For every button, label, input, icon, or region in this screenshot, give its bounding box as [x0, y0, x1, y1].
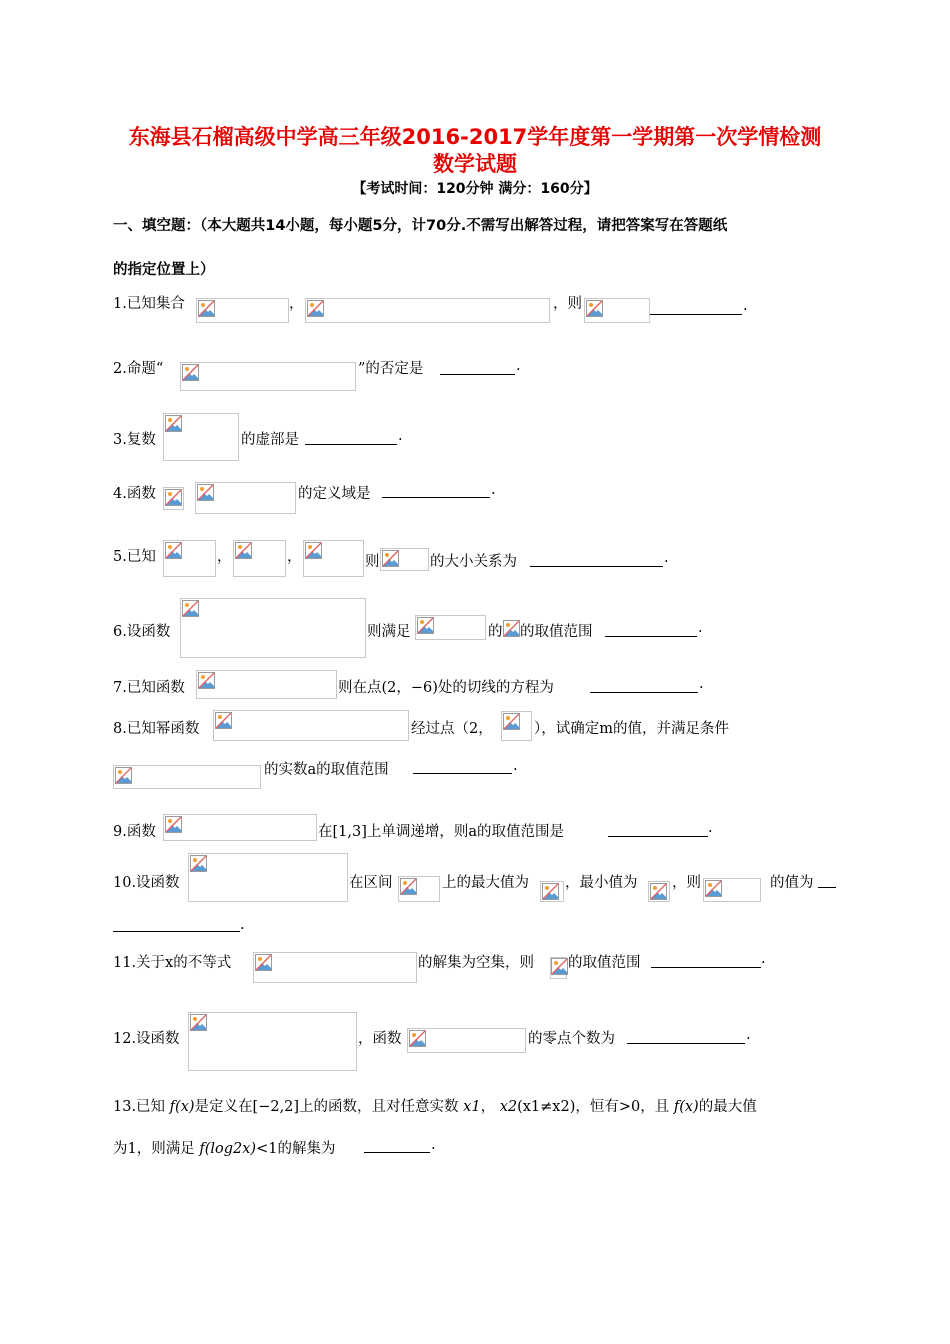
- q10-answer-blank-1[interactable]: [818, 887, 836, 888]
- broken-image-icon: [650, 883, 667, 900]
- q6-text-b: 则满足: [367, 624, 411, 640]
- q13-text-c: ，: [480, 1099, 496, 1115]
- q10-answer-blank-2[interactable]: [113, 931, 240, 932]
- broken-image-icon: [198, 300, 215, 317]
- q2-text-a: 2.命题“: [113, 361, 164, 377]
- q5-image-4: [380, 548, 429, 571]
- q8-text-a: 8.已知幂函数: [113, 721, 200, 737]
- broken-image-icon: [215, 712, 232, 729]
- q8-text-d: 的实数a的取值范围: [264, 762, 389, 778]
- q3-text-c: .: [398, 428, 403, 444]
- broken-image-icon: [182, 364, 199, 381]
- q10-image-4: [648, 881, 670, 902]
- q10-image-2: [398, 876, 440, 902]
- q13-line1: [113, 1095, 757, 1116]
- q5-text-a: 5.已知: [113, 549, 156, 565]
- q12-answer-blank[interactable]: [627, 1043, 745, 1044]
- q13-text-d: ，恒有>0，且: [575, 1099, 670, 1115]
- q11-text-b: 的解集为空集，则: [418, 955, 534, 971]
- broken-image-icon: [400, 878, 417, 895]
- q12-text-d: .: [746, 1027, 751, 1043]
- broken-image-icon: [182, 600, 199, 617]
- q3-image-1: [163, 413, 239, 461]
- q5-text-b: ，: [217, 549, 232, 565]
- broken-image-icon: [705, 880, 722, 897]
- q13-text-b: 是定义在[−2,2]上的函数，且对任意实数: [194, 1099, 459, 1115]
- broken-image-icon: [503, 620, 520, 637]
- q7-text-c: .: [699, 676, 704, 692]
- q4-image-2: [195, 482, 296, 514]
- q1-answer-blank[interactable]: [650, 314, 742, 315]
- q11-answer-blank[interactable]: [651, 967, 761, 968]
- q13-x2: x2: [499, 1099, 518, 1115]
- broken-image-icon: [307, 300, 324, 317]
- q9-answer-blank[interactable]: [608, 836, 708, 837]
- q6-answer-blank[interactable]: [605, 636, 697, 637]
- q10-text-e: ，则: [672, 875, 701, 891]
- q10-text-b: 在区间: [349, 875, 393, 891]
- q13-line2a: 为1，则满足: [113, 1141, 195, 1157]
- q1-text-a: 1.已知集合: [113, 296, 185, 312]
- broken-image-icon: [115, 767, 132, 784]
- q10-image-5: [703, 878, 761, 902]
- q8-answer-blank[interactable]: [413, 773, 512, 774]
- broken-image-icon: [503, 713, 520, 730]
- broken-image-icon: [586, 300, 603, 317]
- q1-image-3: [584, 298, 650, 323]
- q1-image-2: [305, 298, 550, 323]
- q8-text-b: 经过点（2，: [411, 721, 493, 737]
- q10-image-3: [540, 881, 564, 902]
- q10-text-d: ，最小值为: [565, 875, 638, 891]
- q13-end: .: [431, 1137, 436, 1153]
- q9-text-b: 在[1,3]上单调递增，则a的取值范围是: [318, 824, 565, 840]
- q3-text-a: 3.复数: [113, 432, 156, 448]
- q11-text-a: 11.关于x的不等式: [113, 955, 232, 971]
- q12-text-c: 的零点个数为: [528, 1031, 615, 1047]
- q7-image-1: [196, 670, 337, 699]
- q1-text-b: ，: [289, 296, 304, 312]
- section-heading-line2: 的指定位置上）: [113, 262, 215, 278]
- q5-image-1: [163, 540, 216, 577]
- q13-text-a: 13.已知: [113, 1099, 166, 1115]
- broken-image-icon: [190, 1014, 207, 1031]
- q10-image-1: [188, 853, 348, 902]
- q2-text-c: .: [516, 358, 521, 374]
- q13-fx2: f(x): [673, 1099, 699, 1115]
- q8-text-e: .: [513, 758, 518, 774]
- q11-text-d: .: [761, 951, 766, 967]
- q4-text-c: .: [491, 482, 496, 498]
- q11-text-c: 的取值范围: [568, 955, 641, 971]
- q2-answer-blank[interactable]: [440, 374, 515, 375]
- q5-text-e: 的大小关系为: [430, 554, 517, 570]
- q12-text-b: ，函数: [358, 1031, 402, 1047]
- q6-text-c: 的: [488, 624, 503, 640]
- q4-image-1: [163, 487, 184, 510]
- q3-answer-blank[interactable]: [305, 444, 397, 445]
- q5-image-2: [233, 540, 286, 577]
- q5-text-d: 则: [365, 554, 380, 570]
- q12-image-1: [188, 1012, 357, 1071]
- q8-image-1: [213, 710, 409, 741]
- broken-image-icon: [165, 489, 182, 506]
- q10-text-a: 10.设函数: [113, 875, 180, 891]
- q6-image-1: [180, 598, 366, 658]
- q13-line2b: <1的解集为: [256, 1141, 336, 1157]
- q9-text-a: 9.函数: [113, 824, 156, 840]
- q8-image-2: [501, 711, 532, 741]
- q6-text-d: 的取值范围: [520, 624, 593, 640]
- q10-text-g: .: [240, 917, 245, 933]
- q1-text-d: .: [743, 298, 748, 314]
- broken-image-icon: [235, 542, 252, 559]
- q7-answer-blank[interactable]: [590, 692, 698, 693]
- q5-answer-blank[interactable]: [530, 566, 663, 567]
- q5-text-f: .: [664, 550, 669, 566]
- q7-text-a: 7.已知函数: [113, 680, 185, 696]
- q10-text-f: 的值为: [770, 875, 814, 891]
- q11-image-1: [253, 952, 417, 983]
- q13-answer-blank[interactable]: [364, 1152, 430, 1153]
- q13-line2: [113, 1137, 335, 1158]
- q2-text-b: ”的否定是: [358, 361, 424, 377]
- q9-image-1: [163, 814, 317, 841]
- q5-text-c: ，: [287, 549, 302, 565]
- q13-flog: f(log2x): [199, 1141, 257, 1157]
- broken-image-icon: [197, 484, 214, 501]
- q4-answer-blank[interactable]: [382, 497, 490, 498]
- q12-text-a: 12.设函数: [113, 1031, 180, 1047]
- q1-image-1: [196, 298, 289, 323]
- q12-image-2: [407, 1028, 526, 1053]
- broken-image-icon: [382, 550, 399, 567]
- broken-image-icon: [409, 1030, 426, 1047]
- q6-text-e: .: [698, 620, 703, 636]
- q4-text-b: 的定义域是: [298, 486, 371, 502]
- q2-image-1: [180, 362, 356, 391]
- title-line1: 东海县石榴高级中学高三年级2016-2017学年度第一学期第一次学情检测: [128, 125, 822, 149]
- broken-image-icon: [190, 855, 207, 872]
- broken-image-icon: [165, 542, 182, 559]
- q6-text-a: 6.设函数: [113, 624, 171, 640]
- broken-image-icon: [417, 617, 434, 634]
- q7-text-b: 则在点(2，−6)处的切线的方程为: [338, 680, 554, 696]
- broken-image-icon: [305, 542, 322, 559]
- title-line2: 数学试题: [433, 152, 517, 176]
- broken-image-icon: [551, 958, 568, 975]
- q8-image-3: [113, 765, 261, 789]
- q3-text-b: 的虚部是: [241, 432, 299, 448]
- q13-cond: (x1≠x2): [517, 1099, 576, 1115]
- q9-text-c: .: [708, 820, 713, 836]
- q5-image-3: [303, 540, 364, 577]
- q11-image-2: [550, 957, 567, 979]
- q13-text-e: 的最大值: [698, 1099, 757, 1115]
- broken-image-icon: [255, 954, 272, 971]
- broken-image-icon: [198, 672, 215, 689]
- section-heading-line1: 一、填空题：（本大题共14小题，每小题5分，计70分.不需写出解答过程，请把答案写在答题纸: [113, 218, 728, 234]
- q6-image-2: [415, 615, 486, 640]
- q1-text-c: ，则: [553, 296, 582, 312]
- q8-text-c: ），试确定m的值，并满足条件: [534, 721, 729, 737]
- q4-text-a: 4.函数: [113, 486, 156, 502]
- broken-image-icon: [542, 883, 559, 900]
- q13-fx: f(x): [169, 1099, 195, 1115]
- q13-x1: x1: [463, 1099, 481, 1115]
- q10-text-c: 上的最大值为: [442, 875, 529, 891]
- q6-image-3: [503, 620, 520, 639]
- exam-info: 【考试时间：120分钟 满分：160分】: [352, 181, 598, 197]
- broken-image-icon: [165, 415, 182, 432]
- broken-image-icon: [165, 816, 182, 833]
